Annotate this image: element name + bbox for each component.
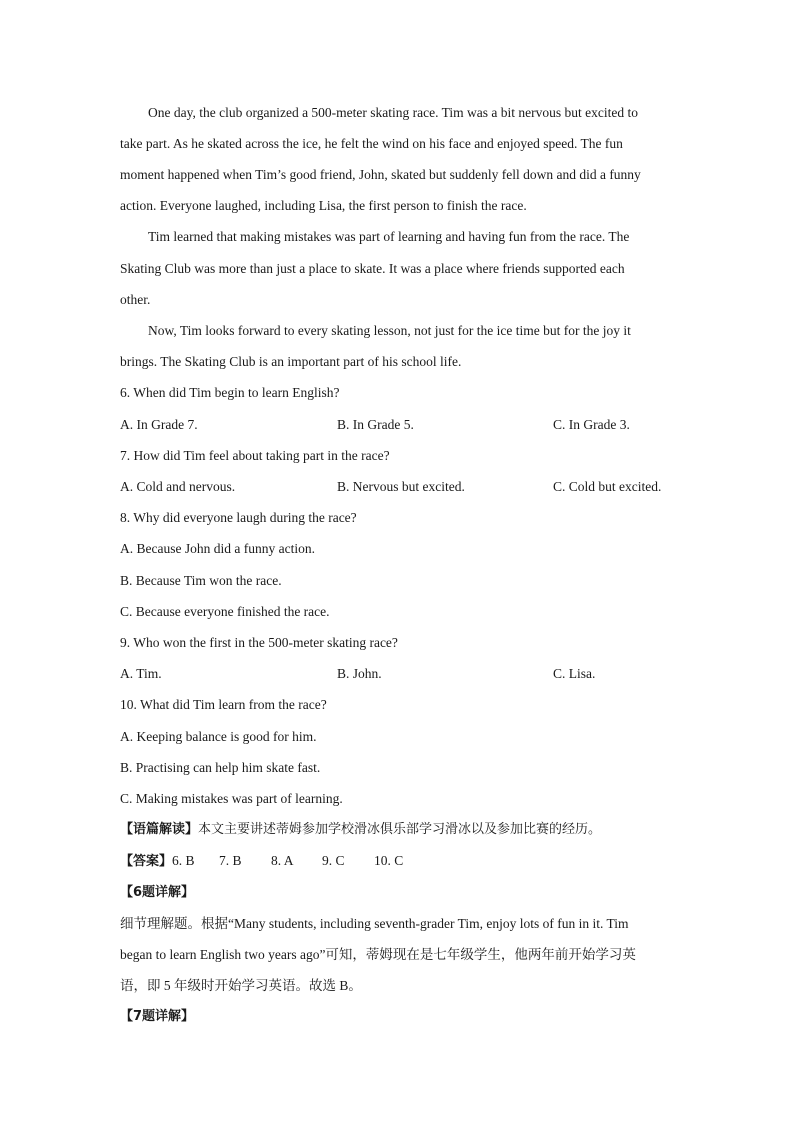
answer-item: 6. B	[172, 853, 195, 868]
q10-option-c: C. Making mistakes was part of learning.	[120, 791, 343, 806]
answer-item: 7. B	[219, 853, 242, 868]
passage-line: Skating Club was more than just a place to skate. It was a place where friends supported each	[120, 261, 625, 276]
passage-analysis	[120, 821, 601, 839]
passage-line: brings. The Skating Club is an important part of his school life.	[120, 354, 462, 369]
answer-item: 9. C	[322, 853, 345, 868]
passage-line: One day, the club organized a 500-meter skating race. Tim was a bit nervous but excited to	[148, 105, 638, 120]
answers-heading: 【答案】	[120, 854, 173, 869]
detail-6-line: 细节理解题。根据“Many students, including seventh-grader Tim, enjoy lots of fun in it. Tim	[120, 916, 629, 931]
q6-option-b: B. In Grade 5.	[337, 417, 414, 432]
q8-option-b: B. Because Tim won the race.	[120, 573, 282, 588]
question-7: 7. How did Tim feel about taking part in the race?	[120, 448, 390, 463]
q9-option-c: C. Lisa.	[553, 666, 596, 681]
question-10: 10. What did Tim learn from the race?	[120, 697, 327, 712]
detail-6-line: 语，即 5 年级时开始学习英语。故选 B。	[120, 978, 362, 993]
q9-option-a: A. Tim.	[120, 666, 162, 681]
q8-option-a: A. Because John did a funny action.	[120, 541, 315, 556]
answer-key	[120, 852, 403, 871]
passage-line: Now, Tim looks forward to every skating lesson, not just for the ice time but for the joy it	[148, 323, 631, 338]
q7-option-a: A. Cold and nervous.	[120, 479, 236, 494]
q7-option-c: C. Cold but excited.	[553, 479, 662, 494]
passage-line: other.	[120, 292, 151, 307]
question-8: 8. Why did everyone laugh during the race?	[120, 510, 357, 525]
q6-option-c: C. In Grade 3.	[553, 417, 630, 432]
detail-6-heading: 【6题详解】	[120, 885, 195, 900]
q10-option-a: A. Keeping balance is good for him.	[120, 729, 317, 744]
analysis-heading: 【语篇解读】	[120, 822, 199, 837]
question-9: 9. Who won the first in the 500-meter skating race?	[120, 635, 398, 650]
answer-item: 8. A	[271, 853, 294, 868]
q9-option-b: B. John.	[337, 666, 382, 681]
detail-6-line: began to learn English two years ago”可知，蒂姆现在是七年级学生，他两年前开始学习英	[120, 947, 636, 962]
q10-option-b: B. Practising can help him skate fast.	[120, 760, 321, 775]
answer-item: 10. C	[374, 853, 404, 868]
analysis-text: 本文主要讲述蒂姆参加学校滑冰俱乐部学习滑冰以及参加比赛的经历。	[198, 822, 602, 837]
q7-option-b: B. Nervous but excited.	[337, 479, 465, 494]
detail-7-heading: 【7题详解】	[120, 1009, 195, 1024]
passage-line: take part. As he skated across the ice, he felt the wind on his face and enjoyed speed. The fun	[120, 136, 623, 151]
passage-line: action. Everyone laughed, including Lisa, the first person to finish the race.	[120, 198, 527, 213]
q8-option-c: C. Because everyone finished the race.	[120, 604, 330, 619]
passage-line: Tim learned that making mistakes was part of learning and having fun from the race. The	[148, 229, 630, 244]
passage-line: moment happened when Tim’s good friend, John, skated but suddenly fell down and did a funny	[120, 167, 641, 182]
question-6: 6. When did Tim begin to learn English?	[120, 385, 340, 400]
q6-option-a: A. In Grade 7.	[120, 417, 198, 432]
